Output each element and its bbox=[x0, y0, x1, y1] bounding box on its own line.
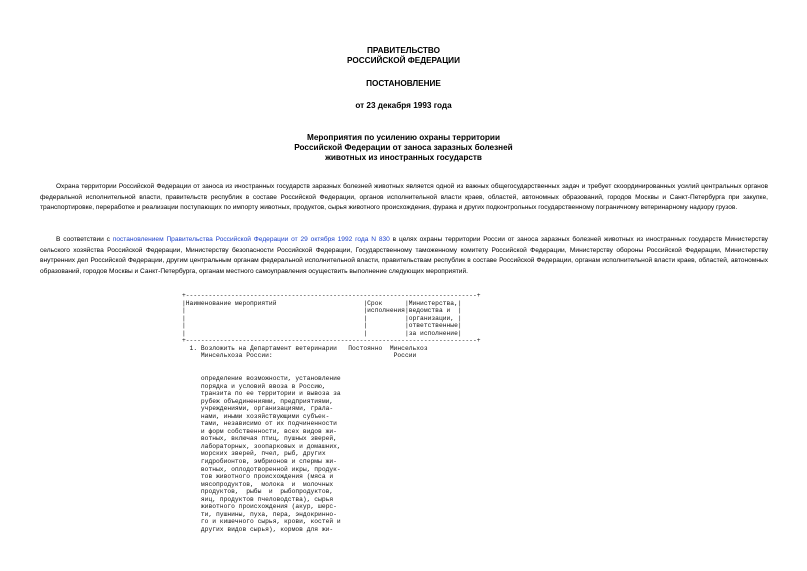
table-row: лабораторных, зоопарковых и домашних, bbox=[182, 442, 341, 450]
paragraph-decree-lead: В соответствии с bbox=[56, 236, 113, 243]
table-row: мясопродуктов, молока и молочных bbox=[182, 480, 334, 488]
table-row: животного происхождения (акур, шерс- bbox=[182, 503, 337, 511]
measures-table bbox=[182, 292, 481, 534]
table-header-row: | | |организации, | bbox=[182, 314, 462, 322]
table-row: Минсельхоза России: России bbox=[182, 352, 417, 360]
document-type: ПОСТАНОВЛЕНИЕ bbox=[366, 79, 441, 88]
document-title-line2: Российской Федерации от заноса заразных болезней bbox=[294, 143, 513, 152]
table-row: порядка и условий ввоза в Россию, bbox=[182, 382, 326, 390]
table-row: тами, независимо от их подчиненности bbox=[182, 420, 337, 428]
table-row: определение возможности, установление bbox=[182, 375, 341, 383]
table-row bbox=[182, 360, 481, 368]
table-row bbox=[182, 367, 481, 375]
table-row: вотных, оплодотворенной икры, продук- bbox=[182, 465, 341, 473]
table-row: морских зверей, пчел, рыб, других bbox=[182, 450, 326, 458]
table-border-mid: +-----------------------------------------------------------------------------+ bbox=[182, 337, 481, 345]
table-row: и форм собственности, всех видов жи- bbox=[182, 427, 337, 435]
table-row: ти, пушнины, пуха, пера, эндокринно- bbox=[182, 510, 337, 518]
table-row: го и кишечного сырья, крови, костей и bbox=[182, 518, 341, 526]
table-row: гидробионтов, эмбрионов и спермы жи- bbox=[182, 458, 337, 466]
table-row: продуктов, рыбы и рыбопродуктов, bbox=[182, 488, 334, 496]
table-row: рубеж объединениями, предприятиями, bbox=[182, 397, 334, 405]
document-title-line3: животных из иностранных государств bbox=[325, 153, 482, 162]
table-row: нами, иными хозяйствующими субъек- bbox=[182, 412, 330, 420]
paragraph-decree-text: в целях охраны территории России от заноса заразных болезней животных из иностранных государств Министерству сельского хозяйства Российской Федерации, Министерству безопасности Российской Федерации, Государственному таможенному комитету Российской Федерации, Министерству обороны Российской Федерации, Министерству внутренних дел Российской Федерации, другим центральным органам федеральной исполнительной власти, правительствам республик в составе Российской Федерации, органам исполнительной власти краев, областей, автономных образований, городов Москвы и Санкт-Петербурга, органам местного самоуправления осуществить выполнение следующих мероприятий. bbox=[40, 236, 768, 275]
table-header-row: |Наименование мероприятий |Срок |Министерства,| bbox=[182, 299, 462, 307]
paragraph-decree bbox=[40, 235, 768, 277]
paragraph-intro-text: Охрана территории Российской Федерации от заноса из иностранных государств заразных болезней животных является одной из важных общегосударственных задач и требует скоординированных усилий центральных органов федеральной исполнительной власти, правительств республик в составе Российской Федерации, органов исполнительной власти краев, областей, автономных образований, городов Москвы и Санкт-Петербурга при закупке, транспортировке, переработке и реализации поступающих по импорту животных, продуктов, сырья животного происхождения, фуража и других подконтрольных государственному пограничному ветеринарному надзору грузов. bbox=[40, 183, 768, 212]
org-name-line2: РОССИЙСКОЙ ФЕДЕРАЦИИ bbox=[347, 56, 460, 65]
table-border-top: +-----------------------------------------------------------------------------+ bbox=[182, 292, 481, 299]
table-header-row: | |исполнения|ведомства и | bbox=[182, 307, 462, 315]
document-date: от 23 декабря 1993 года bbox=[355, 101, 452, 110]
table-row: 1. Возложить на Департамент ветеринарии Постоянно Минсельхоз bbox=[182, 344, 428, 352]
table-row: тов животного происхождения (мяса и bbox=[182, 473, 334, 481]
table-row: других видов сырья), кормов для жи- bbox=[182, 525, 334, 533]
table-header-row: | | |за исполнение| bbox=[182, 329, 462, 337]
table-row: вотных, включая птиц, пушных зверей, bbox=[182, 435, 337, 443]
document-title-line1: Мероприятия по усилению охраны территории bbox=[307, 133, 500, 142]
paragraph-intro bbox=[40, 182, 768, 214]
table-header-row: | | |ответственные| bbox=[182, 322, 462, 330]
table-row: яиц, продуктов пчеловодства), сырья bbox=[182, 495, 334, 503]
org-name-line1: ПРАВИТЕЛЬСТВО bbox=[366, 46, 440, 55]
table-row: транзита по ее территории и вывоза за bbox=[182, 390, 341, 398]
decree-reference-link[interactable]: постановлением Правительства Российской Федерации от 29 октября 1992 года N 830 bbox=[112, 236, 390, 243]
table-row: учреждениями, организациями, грала- bbox=[182, 405, 334, 413]
